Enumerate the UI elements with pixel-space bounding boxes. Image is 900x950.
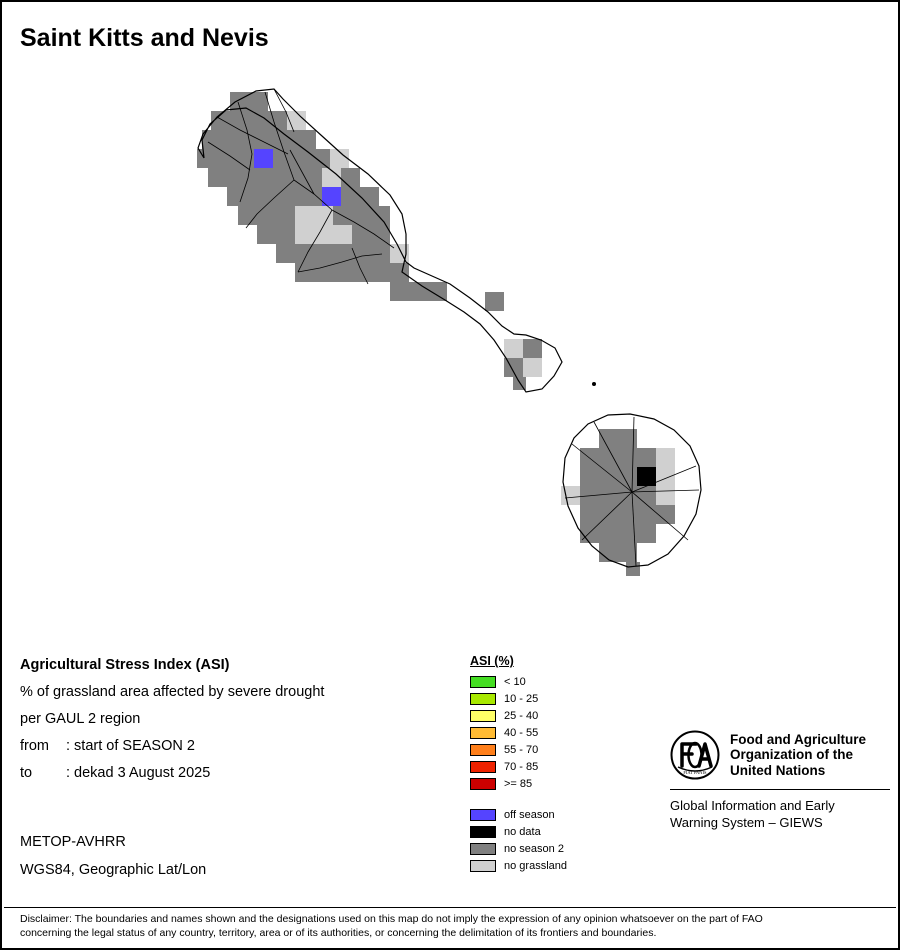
legend-swatch-10-25 — [470, 693, 496, 705]
info-heading: Agricultural Stress Index (ASI) — [20, 657, 230, 673]
disclaimer-divider — [4, 907, 896, 908]
legend-swatch-40-55 — [470, 727, 496, 739]
fao-branding-block — [670, 730, 890, 831]
info-to-value: : dekad 3 August 2025 — [66, 765, 211, 781]
info-to-label: to — [20, 765, 33, 781]
islet-marker — [592, 382, 596, 386]
disclaimer-line-1: Disclaimer: The boundaries and names shown and the designations used on this map do not imply the expression of any opinion whatsoever on the part of FAO — [20, 913, 763, 925]
info-from-row — [20, 738, 450, 754]
fao-name-line-3: United Nations — [730, 762, 826, 778]
legend-label-no-grassland: no grassland — [504, 859, 567, 872]
sensor-name: METOP-AVHRR — [20, 834, 126, 850]
info-from-label: from — [20, 738, 49, 754]
sensor-info-block — [20, 834, 206, 890]
legend-label-off-season: off season — [504, 808, 555, 821]
info-subtitle: % of grassland area affected by severe drought — [20, 684, 325, 700]
fao-name-line-2: Organization of the — [730, 747, 853, 763]
map-info-block — [20, 657, 450, 792]
legend-swatch-no-grassland — [470, 860, 496, 872]
legend-item-25-40 — [470, 707, 567, 724]
legend-item-off-season — [470, 806, 567, 823]
giews-line-2: Warning System – GIEWS — [670, 815, 823, 830]
legend-label-40-55: 40 - 55 — [504, 726, 539, 739]
legend-swatch-25-40 — [470, 710, 496, 722]
legend-label-10-25: 10 - 25 — [504, 692, 539, 705]
legend-item-70-85 — [470, 758, 567, 775]
legend-item-10-25 — [470, 690, 567, 707]
svg-text:FIAT PANIS: FIAT PANIS — [683, 770, 707, 775]
legend-label-lt10: < 10 — [504, 675, 526, 688]
legend-swatch-55-70 — [470, 744, 496, 756]
giews-text — [670, 797, 890, 831]
page-title: Saint Kitts and Nevis — [20, 24, 269, 52]
legend-label-gte85: >= 85 — [504, 777, 533, 790]
fao-divider — [670, 789, 890, 790]
legend-swatch-off-season — [470, 809, 496, 821]
projection-note: WGS84, Geographic Lat/Lon — [20, 862, 207, 878]
map-canvas — [2, 62, 898, 642]
legend-label-no-season-2: no season 2 — [504, 842, 564, 855]
legend-spacer — [470, 792, 567, 806]
fao-logo-icon — [670, 730, 720, 780]
legend-item-lt10 — [470, 673, 567, 690]
raster-cells-nevis — [561, 429, 675, 576]
legend-title: ASI (%) — [470, 654, 514, 668]
legend-swatch-no-season-2 — [470, 843, 496, 855]
legend-item-gte85 — [470, 775, 567, 792]
legend-swatch-70-85 — [470, 761, 496, 773]
legend-label-55-70: 55 - 70 — [504, 743, 539, 756]
disclaimer — [20, 913, 880, 940]
fao-top-row — [670, 730, 890, 780]
info-region: per GAUL 2 region — [20, 711, 141, 727]
fao-name — [730, 732, 866, 779]
legend-item-40-55 — [470, 724, 567, 741]
legend-swatch-gte85 — [470, 778, 496, 790]
disclaimer-line-2: concerning the legal status of any country, territory, area or of its authorities, or concerning the delimitation of its frontiers and boundaries. — [20, 926, 657, 939]
legend-label-no-data: no data — [504, 825, 541, 838]
legend-item-55-70 — [470, 741, 567, 758]
legend-label-70-85: 70 - 85 — [504, 760, 539, 773]
legend-item-no-grassland — [470, 857, 567, 874]
fao-name-line-1: Food and Agriculture — [730, 731, 866, 747]
giews-line-1: Global Information and Early — [670, 798, 835, 813]
asi-legend — [470, 654, 567, 874]
legend-swatch-no-data — [470, 826, 496, 838]
legend-swatch-lt10 — [470, 676, 496, 688]
info-to-row — [20, 765, 450, 781]
info-from-value: : start of SEASON 2 — [66, 738, 195, 754]
legend-label-25-40: 25 - 40 — [504, 709, 539, 722]
legend-item-no-season-2 — [470, 840, 567, 857]
legend-item-no-data — [470, 823, 567, 840]
